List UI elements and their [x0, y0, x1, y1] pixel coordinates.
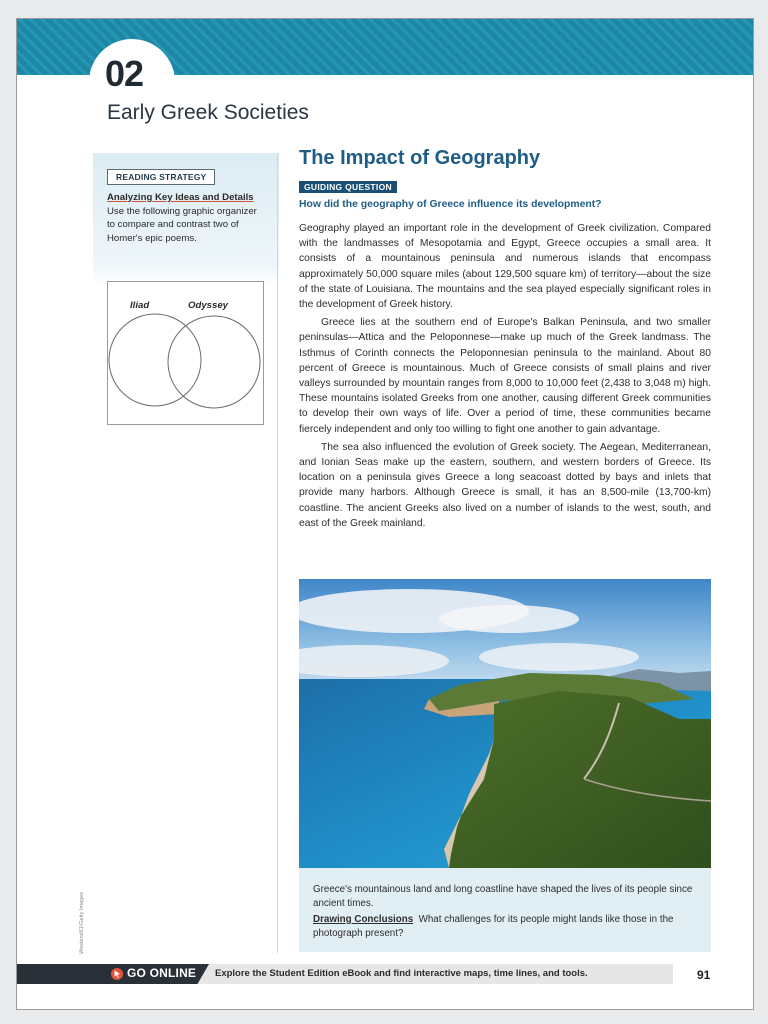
venn-label-right: Odyssey [188, 300, 229, 311]
section-title: The Impact of Geography [299, 147, 541, 169]
guiding-question-badge: GUIDING QUESTION [299, 181, 397, 193]
body-text [299, 221, 711, 534]
cursor-icon [111, 967, 123, 981]
reading-strategy-text [107, 191, 267, 245]
page-number: 91 [697, 968, 711, 982]
paragraph-1: Geography played an important role in the development of Greek civilization. Compared with the landmasses of Mesopotamia and Egypt, Greece occupies a small area. It consists of a mountainous peninsula and numerous islands that encompass approximately 50,000 square miles (about 129,500 square km) of territory—about the size of the state of Louisiana. The mountains and the sea played especially significant roles in the development of Greek history. [299, 223, 711, 311]
coastline-photo [299, 579, 711, 868]
reading-strategy-body: Use the following graphic organizer to compare and contrast two of Homer's epic poems. [107, 205, 257, 244]
column-divider [277, 153, 278, 953]
chapter-number: 02 [105, 53, 144, 94]
reading-strategy-lead: Analyzing Key Ideas and Details [107, 192, 254, 203]
paragraph-2: Greece lies at the southern end of Europe's Balkan Peninsula, and two smaller peninsulas—Attica and the Peloponnese—make up much of the Greek landmass. The Isthmus of Corinth connects the Peloponnesian peninsula to the mainland. About 80 percent of Greece is mountainous. Much of Greece consists of small plains and river valleys surrounded by mountain ranges from 8,000 to 10,000 feet (2,438 to 3,048 m) high. These mountains isolated Greeks from one another, causing different Greek communities to develop their own ways of life. Over a period of time, these communities became fiercely independent and only too willing to fight one another to gain advantage. [299, 317, 711, 435]
photo-caption: Greece's mountainous land and long coastline have shaped the lives of its people since ancient times. [313, 884, 693, 909]
venn-circle-right [168, 316, 260, 408]
venn-circle-left [109, 314, 201, 406]
textbook-page [16, 18, 754, 1010]
venn-label-left: Iliad [130, 300, 150, 311]
reading-strategy-badge: READING STRATEGY [107, 169, 215, 185]
drawing-conclusions-prompt [313, 913, 698, 941]
photo-credit: Westend61/Getty Images [79, 892, 85, 954]
drawing-conclusions-lead: Drawing Conclusions [313, 914, 414, 925]
drawing-conclusions-question: What challenges for its people might lands like those in the photograph present? [313, 914, 674, 939]
paragraph-3: The sea also influenced the evolution of Greek society. The Aegean, Mediterranean, and Ionian Seas make up the eastern, southern, and western borders of Greece. Its location on a peninsula gives Greece a long seacoast dotted by bays and inlets that provide many harbors. Although Greece is small, it has an 8,500-mile (13,700-km) coastline. The ancient Greeks also lived on a number of islands to the west, south, and east of the Greek mainland. [299, 441, 711, 529]
go-online-label[interactable]: GO ONLINE [127, 966, 197, 980]
guiding-question: How did the geography of Greece influence its development? [299, 199, 602, 210]
footer-text: Explore the Student Edition eBook and find interactive maps, time lines, and tools. [215, 968, 588, 979]
venn-diagram-organizer [107, 281, 264, 425]
chapter-title: Early Greek Societies [107, 101, 309, 124]
venn-circles [108, 282, 263, 424]
